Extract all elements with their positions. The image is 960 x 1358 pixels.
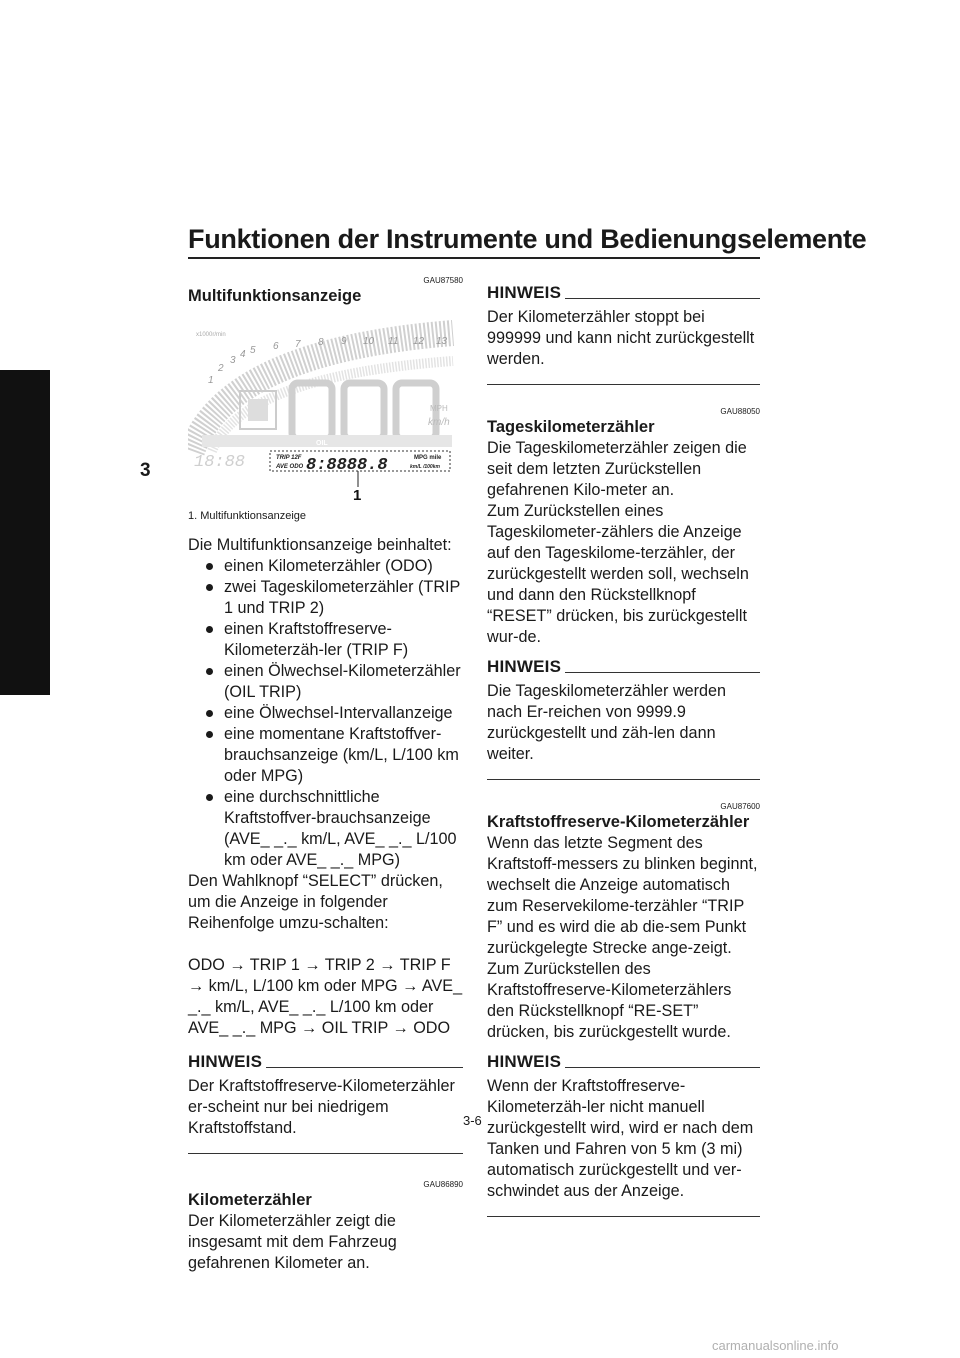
- figure-callout-number: 1: [353, 487, 362, 501]
- tach-tick: 10: [363, 336, 375, 347]
- note-text: Die Tageskilometerzähler werden nach Er-reichen von 9999.9 zurückgestellt und zäh-len dann weiter.: [487, 682, 727, 763]
- list-item: zwei Tageskilometerzähler (TRIP 1 und TRIP 2): [188, 577, 463, 619]
- list-item: eine durchschnittliche Kraftstoffver-brauchsanzeige (AVE_ _._ km/L, AVE_ _._ L/100 km oder AVE_ _._ MPG): [188, 787, 463, 871]
- section-text: Zum Zurückstellen eines Tageskilometer-zählers die Anzeige auf den Tageskilome-terzähler, der zurückgestellt werden soll, wechseln und dann den Rückstellknopf “RESET” drücken, bis zurückgestellt wur-de.: [487, 502, 749, 646]
- section-text: Zum Zurückstellen des Kraftstoffreserve-Kilometerzählers den Rückstellknopf “RE-SET” drücken, bis zurückgestellt wurde.: [487, 960, 732, 1041]
- tach-tick: 5: [250, 345, 256, 356]
- note-header: [487, 1051, 760, 1072]
- list-item: einen Kilometerzähler (ODO): [188, 556, 463, 577]
- tach-tick: 8: [318, 337, 324, 348]
- note-label: HINWEIS: [487, 283, 562, 302]
- trip-label: TRIP 12F: [276, 455, 302, 461]
- speed-unit-kmh: km/h: [428, 417, 450, 428]
- ave-odo-label: AVE ODO: [276, 464, 304, 470]
- speed-unit-mph: MPH: [430, 404, 448, 413]
- note-header: [487, 282, 760, 303]
- tach-tick: 9: [341, 336, 347, 347]
- multifunction-display-figure: [188, 311, 458, 501]
- section-text: Wenn das letzte Segment des Kraftstoff-messers zu blinken beginnt, wechselt die Anzeige automatisch zum Reservekilome-terzähler “TRIP F” und es wird die ab die-sem Punkt zurückgelegte Strecke ange-zeigt.: [487, 834, 758, 957]
- note-end-rule: [487, 779, 760, 780]
- tach-tick: 13: [436, 336, 448, 347]
- section-code: GAU87600: [720, 802, 760, 811]
- tach-tick: 3: [230, 355, 236, 366]
- header-rule: [188, 257, 760, 259]
- unit-label-mpg: MPG mile: [414, 455, 442, 461]
- section-text: Der Kilometerzähler zeigt die insgesamt mit dem Fahrzeug gefahrenen Kilometer an.: [188, 1212, 397, 1272]
- note-text: Der Kraftstoffreserve-Kilometerzähler er-scheint nur bei niedrigem Kraftstoffstand.: [188, 1077, 455, 1137]
- svg-text:8:8888.8: 8:8888.8: [306, 456, 388, 475]
- note-text: Wenn der Kraftstoffreserve-Kilometerzäh-ler nicht manuell zurückgestellt wird, wird er nach dem Tanken und Fahren von 5 km (3 mi) automatisch zurückgestellt und ver-schwindet aus der Anzeige.: [487, 1077, 754, 1200]
- page-number: 3-6: [463, 1113, 482, 1128]
- section-code: GAU86890: [423, 1180, 463, 1189]
- list-item: eine momentane Kraftstoffver-brauchsanzeige (km/L, L/100 km oder MPG): [188, 724, 463, 787]
- section-code: GAU88050: [720, 407, 760, 416]
- list-item: einen Ölwechsel-Kilometerzähler (OIL TRIP): [188, 661, 463, 703]
- figure-caption: 1. Multifunktionsanzeige: [188, 510, 307, 522]
- section-text: Die Tageskilometerzähler zeigen die seit dem letzten Zurückstellen gefahrenen Kilo-meter an.: [487, 439, 747, 499]
- select-instruction: Den Wahlknopf “SELECT” drücken, um die Anzeige in folgender Reihenfolge umzu-schalten:: [188, 872, 443, 932]
- tach-tick: 4: [240, 349, 246, 360]
- tach-tick: 2: [218, 363, 224, 374]
- unit-label-kml: km/L /100km: [410, 464, 440, 470]
- note-end-rule: [487, 1216, 760, 1217]
- chapter-number: 3: [140, 460, 151, 481]
- intro-text: Die Multifunktionsanzeige beinhaltet:: [188, 536, 452, 554]
- feature-list: [188, 556, 463, 871]
- note-label: HINWEIS: [487, 657, 562, 676]
- note-end-rule: [487, 384, 760, 385]
- tach-tick: 11: [388, 336, 399, 347]
- section-heading: Tageskilometerzähler: [487, 418, 655, 436]
- tach-tick: 6: [273, 341, 279, 352]
- note-header: [188, 1051, 463, 1072]
- note-text: Der Kilometerzähler stoppt bei 999999 und kann nicht zurückgestellt werden.: [487, 308, 755, 368]
- tach-tick: 7: [295, 339, 301, 350]
- list-item: eine Ölwechsel-Intervallanzeige: [188, 703, 463, 724]
- list-item: einen Kraftstoffreserve-Kilometerzäh-ler (TRIP F): [188, 619, 463, 661]
- note-label: HINWEIS: [188, 1052, 263, 1071]
- note-header: [487, 656, 760, 677]
- tach-unit: x1000r/min: [196, 332, 226, 338]
- section-heading: Kraftstoffreserve-Kilometerzähler: [487, 813, 750, 831]
- section-heading: Multifunktionsanzeige: [188, 287, 362, 305]
- tach-tick: 12: [413, 336, 425, 347]
- section-code: GAU87580: [423, 276, 463, 285]
- page-header-title: Funktionen der Instrumente und Bedienungselemente: [188, 224, 867, 254]
- note-end-rule: [188, 1153, 463, 1154]
- chapter-tab: [0, 370, 50, 695]
- note-label: HINWEIS: [487, 1052, 562, 1071]
- display-sequence: ODO → TRIP 1 → TRIP 2 → TRIP F → km/L, L/100 km oder MPG → AVE_ _._ km/L, AVE_ _._ L/100 km oder AVE_ _._ MPG → OIL TRIP → ODO: [188, 956, 463, 1037]
- oil-label: OIL: [316, 440, 328, 447]
- instrument-display-illustration: [188, 311, 458, 501]
- left-column: [188, 276, 463, 1274]
- section-heading: Kilometerzähler: [188, 1191, 312, 1209]
- watermark: carmanualsonline.info: [712, 1338, 839, 1353]
- tach-tick: 1: [208, 375, 214, 386]
- right-column: [487, 282, 760, 1217]
- svg-text:18:88: 18:88: [194, 453, 246, 472]
